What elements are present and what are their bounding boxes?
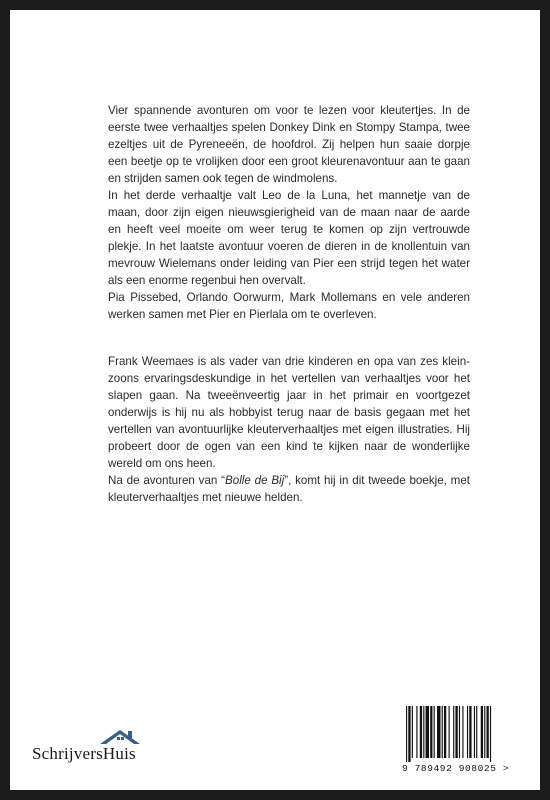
barcode-bar [481, 706, 483, 758]
barcode-bar [426, 706, 429, 758]
back-cover [10, 10, 540, 790]
bio-text-before: Na de avonturen van “ [108, 474, 226, 487]
barcode-bar [412, 706, 413, 758]
barcode-bar [453, 706, 454, 758]
barcode-bar [437, 706, 440, 758]
barcode-bar [484, 706, 485, 758]
barcode-bar [476, 706, 477, 758]
barcode-bar [420, 706, 422, 758]
blurb-paragraph-2: In het derde verhaaltje valt Leo de la Luna, het mannetje van de maan, door zijn eigen nieuwsgierigheid van de maan naar de aarde en heeft veel moeite om weer terug te komen op zijn vertrouwde plekje. In het laatste avontuur voeren de dieren in de knollentuin van mevrouw Wielemans onder leiding van Pier een strijd tegen het water als een enorme regenbui hen overvalt. [108, 189, 470, 287]
bio-paragraph-2 [108, 472, 470, 506]
isbn-number: 9 789492 908025 > [402, 763, 510, 774]
barcode-bar [434, 706, 435, 758]
blurb-text [108, 102, 470, 323]
blurb-paragraph-1: Vier spannende avonturen om voor te lezen voor kleutertjes. In de eerste twee verhaaltjes spelen Donkey Dink en Stompy Stampa, twee ezeltjes uit de Pyreneeën, de hoofdrol. Zij helpen hun saaie dorpje een beetje op te vrolijken door een groot kleurenavontuur aan te gaan en strijden samen ook tegen de windmolens. [108, 104, 470, 185]
barcode-bar [459, 706, 460, 758]
barcode-bar [487, 706, 489, 758]
bio-text-after: ”, komt hij in dit tweede boekje, met kleuterverhaaltjes met nieuwe helden. [108, 474, 470, 504]
barcode-bars [404, 706, 532, 762]
blurb-paragraph-3: Pia Pissebed, Orlando Oorwurm, Mark Mollemans en vele anderen werken samen met Pier en Pierlala om te overleven. [108, 291, 470, 321]
publisher-logo [32, 728, 172, 768]
barcode-bar [442, 706, 443, 758]
barcode-bar [423, 706, 424, 758]
barcode-bar [469, 706, 471, 758]
barcode-bar [467, 706, 468, 758]
previous-book-title: Bolle de Bij [225, 474, 285, 487]
author-bio [108, 353, 470, 506]
barcode-bar [455, 706, 457, 758]
barcode-bar [408, 706, 410, 762]
barcode-bar [430, 706, 432, 758]
barcode-bar [474, 706, 475, 758]
barcode-bar [444, 706, 446, 758]
barcode-bar [406, 706, 407, 762]
barcode-bar [462, 706, 463, 758]
barcode-bar [449, 706, 450, 758]
bio-paragraph-1: Frank Weemaes is als vader van drie kinderen en opa van zes klein-zoons ervaringsdeskundige in het vertellen van verhaaltjes voor het slapen gaan. Na tweeënveertig jaar in het primair en voortgezet onderwijs is hij nu als hobbyist terug naar de basis gegaan met het vertellen van avontuurlijke kleuterverhaaltjes met eigen illustraties. Hij probeert door de ogen van een kind te kijken naar de wonderlijke wereld om ons heen. [108, 355, 470, 470]
publisher-name: SchrijversHuis [32, 744, 136, 763]
isbn-barcode [400, 706, 538, 780]
barcode-bar [490, 706, 491, 762]
barcode-bar [416, 706, 417, 758]
